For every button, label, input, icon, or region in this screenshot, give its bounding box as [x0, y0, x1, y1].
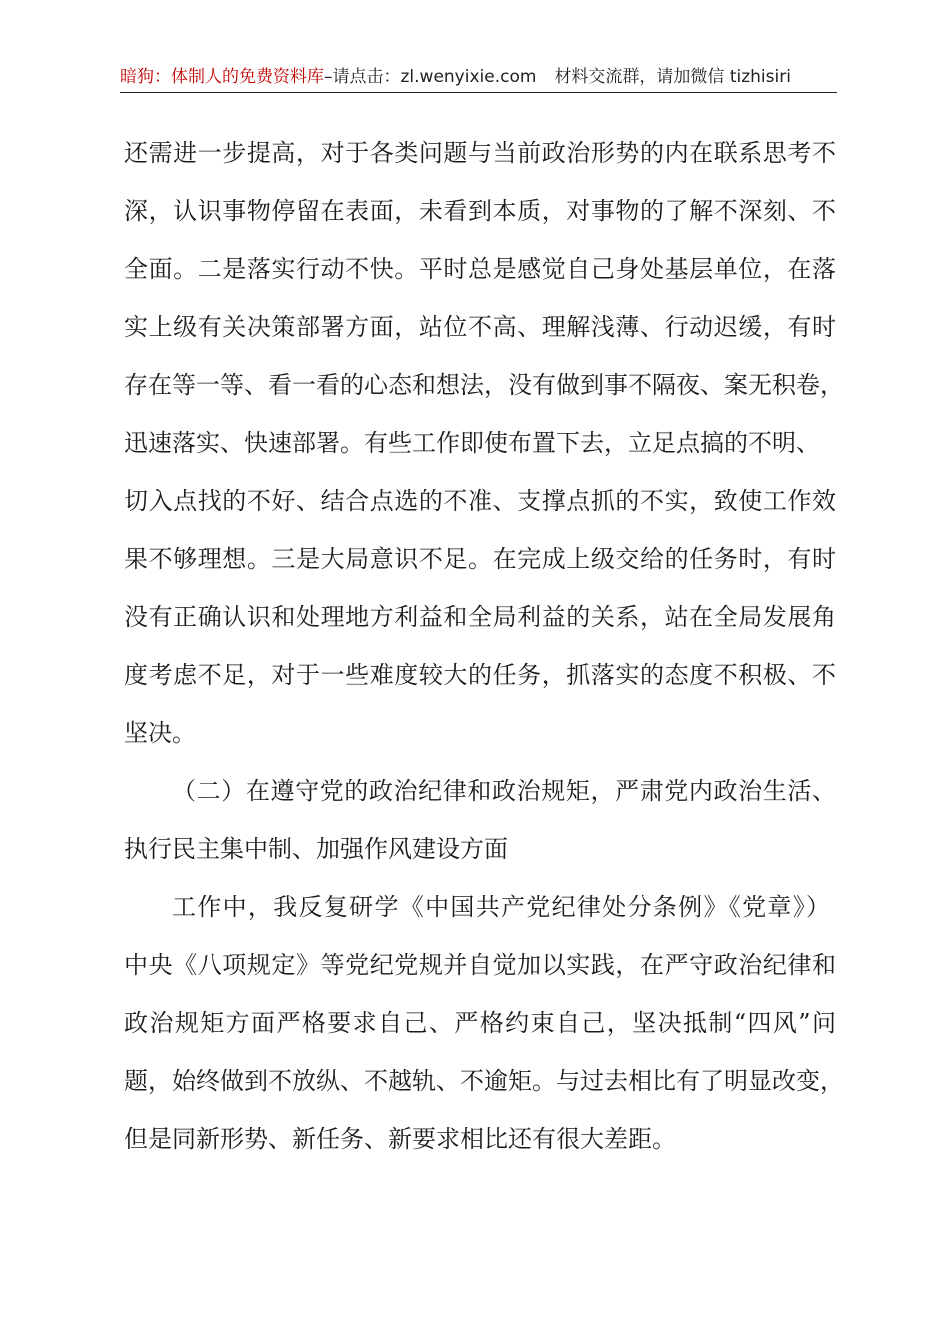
- body-line: 没有正确认识和处理地方利益和全局利益的关系，站在全局发展角: [124, 603, 836, 631]
- body-line: 还需进一步提高，对于各类问题与当前政治形势的内在联系思考不: [124, 139, 836, 167]
- body-line: 但是同新形势、新任务、新要求相比还有很大差距。: [124, 1125, 676, 1153]
- page-header: [120, 62, 837, 93]
- body-line: 存在等一等、看一看的心态和想法，没有做到事不隔夜、案无积卷，: [124, 371, 844, 399]
- body-line: 工作中，我反复研学《中国共产党纪律处分条例》《党章》）: [172, 893, 830, 921]
- header-wechat-text: 材料交流群，请加微信 tizhisiri: [554, 67, 791, 87]
- body-line: 切入点找的不好、结合点选的不准、支撑点抓的不实，致使工作效: [124, 487, 836, 515]
- section-heading-line: （二）在遵守党的政治纪律和政治规矩，严肃党内政治生活、: [172, 777, 836, 805]
- body-line: 深，认识事物停留在表面，未看到本质，对事物的了解不深刻、不: [124, 197, 836, 225]
- body-line: 政治规矩方面严格要求自己、严格约束自己，坚决抵制“四风”问: [124, 1009, 836, 1037]
- body-line: 中央《八项规定》等党纪党规并自觉加以实践，在严守政治纪律和: [124, 951, 836, 979]
- section-heading-line: 执行民主集中制、加强作风建设方面: [124, 835, 508, 863]
- body-line: 度考虑不足，对于一些难度较大的任务，抓落实的态度不积极、不: [124, 661, 836, 689]
- header-link-text[interactable]: –请点击：zl.wenyixie.com: [324, 67, 537, 87]
- body-line: 全面。二是落实行动不快。平时总是感觉自己身处基层单位，在落: [124, 255, 836, 283]
- body-line: 果不够理想。三是大局意识不足。在完成上级交给的任务时，有时: [124, 545, 836, 573]
- body-line: 坚决。: [124, 719, 196, 747]
- body-line: 题，始终做到不放纵、不越轨、不逾矩。与过去相比有了明显改变，: [124, 1067, 844, 1095]
- header-site-name: 暗狗：体制人的免费资料库: [120, 67, 324, 87]
- body-line: 迅速落实、快速部署。有些工作即使布置下去，立足点搞的不明、: [124, 429, 820, 457]
- body-line: 实上级有关决策部署方面，站位不高、理解浅薄、行动迟缓，有时: [124, 313, 836, 341]
